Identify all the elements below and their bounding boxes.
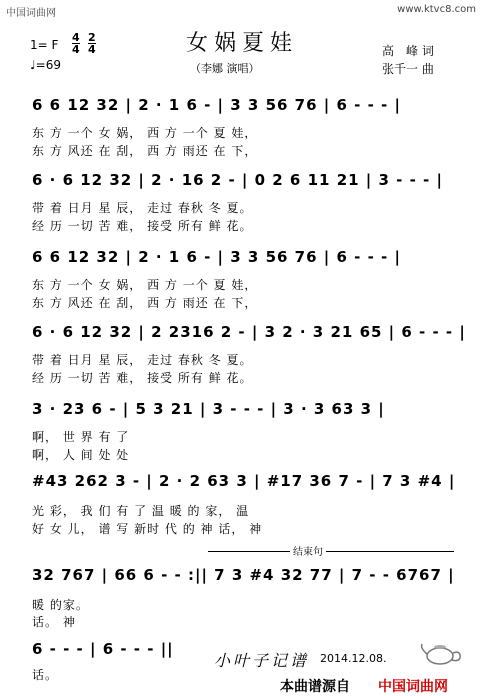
transcriber-signature: 小叶子记谱 [214, 651, 310, 670]
notation-line-7: 32 767 | 66 6 - - :|| 7 3 #4 32 77 | 7 - - 6767 | [32, 566, 455, 584]
time-signature-2: 2 4 [88, 31, 96, 56]
ending-label: 结束句 [290, 543, 326, 558]
footer-source-label: 本曲谱源自 [280, 679, 350, 695]
tempo-marking: ♩=69 [30, 58, 61, 72]
watermark-right: www.ktvc8.com [397, 4, 476, 15]
lyric-line-1a: 东 方 一个 女 娲， 西 方 一个 夏 娃， [32, 126, 258, 140]
key-signature: 1= F [30, 38, 59, 52]
watermark-left: 中国词曲网 [6, 8, 56, 19]
lyricist-credit: 高 峰 词 [382, 44, 434, 58]
lyric-line-2a: 带 着 日月 星 辰， 走过 春秋 冬 夏。 [32, 201, 253, 215]
lyric-line-6a: 光 彩， 我 们 有 了 温 暖 的 家， 温 [32, 504, 250, 518]
ending-bracket-line [208, 551, 454, 552]
lyric-line-5a: 啊， 世 界 有 了 [32, 430, 130, 444]
lyric-line-3b: 东 方 风还 在 刮， 西 方 雨还 在 下， [32, 296, 258, 310]
transcription-date: 2014.12.08. [320, 652, 387, 665]
quarter-note-icon: ♩ [30, 58, 36, 72]
lyric-line-2b: 经 历 一切 苦 难， 接受 所有 鲜 花。 [32, 219, 253, 233]
time-signature-1: 4 4 [72, 31, 80, 56]
lyric-line-3a: 东 方 一个 女 娲， 西 方 一个 夏 娃， [32, 278, 258, 292]
notation-line-6: #43 262 3 - | 2 · 2 63 3 | #17 36 7 - | 7 3 #4 | [32, 472, 456, 490]
lyric-line-1b: 东 方 风还 在 刮， 西 方 雨还 在 下， [32, 144, 258, 158]
lyric-line-4a: 带 着 日月 星 辰， 走过 春秋 冬 夏。 [32, 353, 253, 367]
singer-credit: （李娜 演唱） [190, 62, 260, 75]
lyric-line-8a: 话。 [32, 668, 59, 682]
lyric-line-4b: 经 历 一切 苦 难， 接受 所有 鲜 花。 [32, 371, 253, 385]
notation-line-8: 6 - - - | 6 - - - || [32, 640, 174, 658]
notation-line-2: 6 · 6 12 32 | 2 · 16 2 - | 0 2 6 11 21 | 3 - - - | [32, 171, 443, 189]
lyric-line-7a: 暖 的家。 [32, 598, 89, 612]
notation-line-4: 6 · 6 12 32 | 2 2316 2 - | 3 2 · 3 21 65 | 6 - - - | [32, 323, 466, 341]
lyric-line-6b: 好 女 儿， 谱 写 新时 代 的 神 话， 神 [32, 522, 263, 536]
teapot-icon [418, 636, 464, 666]
composer-credit: 张千一 曲 [382, 62, 434, 76]
lyric-line-7b: 话。 神 [32, 615, 76, 629]
notation-line-1: 6 6 12 32 | 2 · 1 6 - | 3 3 56 76 | 6 - - - | [32, 96, 401, 114]
notation-line-3: 6 6 12 32 | 2 · 1 6 - | 3 3 56 76 | 6 - - - | [32, 248, 401, 266]
song-title: 女娲夏娃 [185, 31, 298, 56]
footer-site-link[interactable]: 中国词曲网 [378, 679, 448, 695]
notation-line-5: 3 · 23 6 - | 5 3 21 | 3 - - - | 3 · 3 63 3 | [32, 400, 385, 418]
lyric-line-5b: 啊， 人 间 处 处 [32, 448, 130, 462]
